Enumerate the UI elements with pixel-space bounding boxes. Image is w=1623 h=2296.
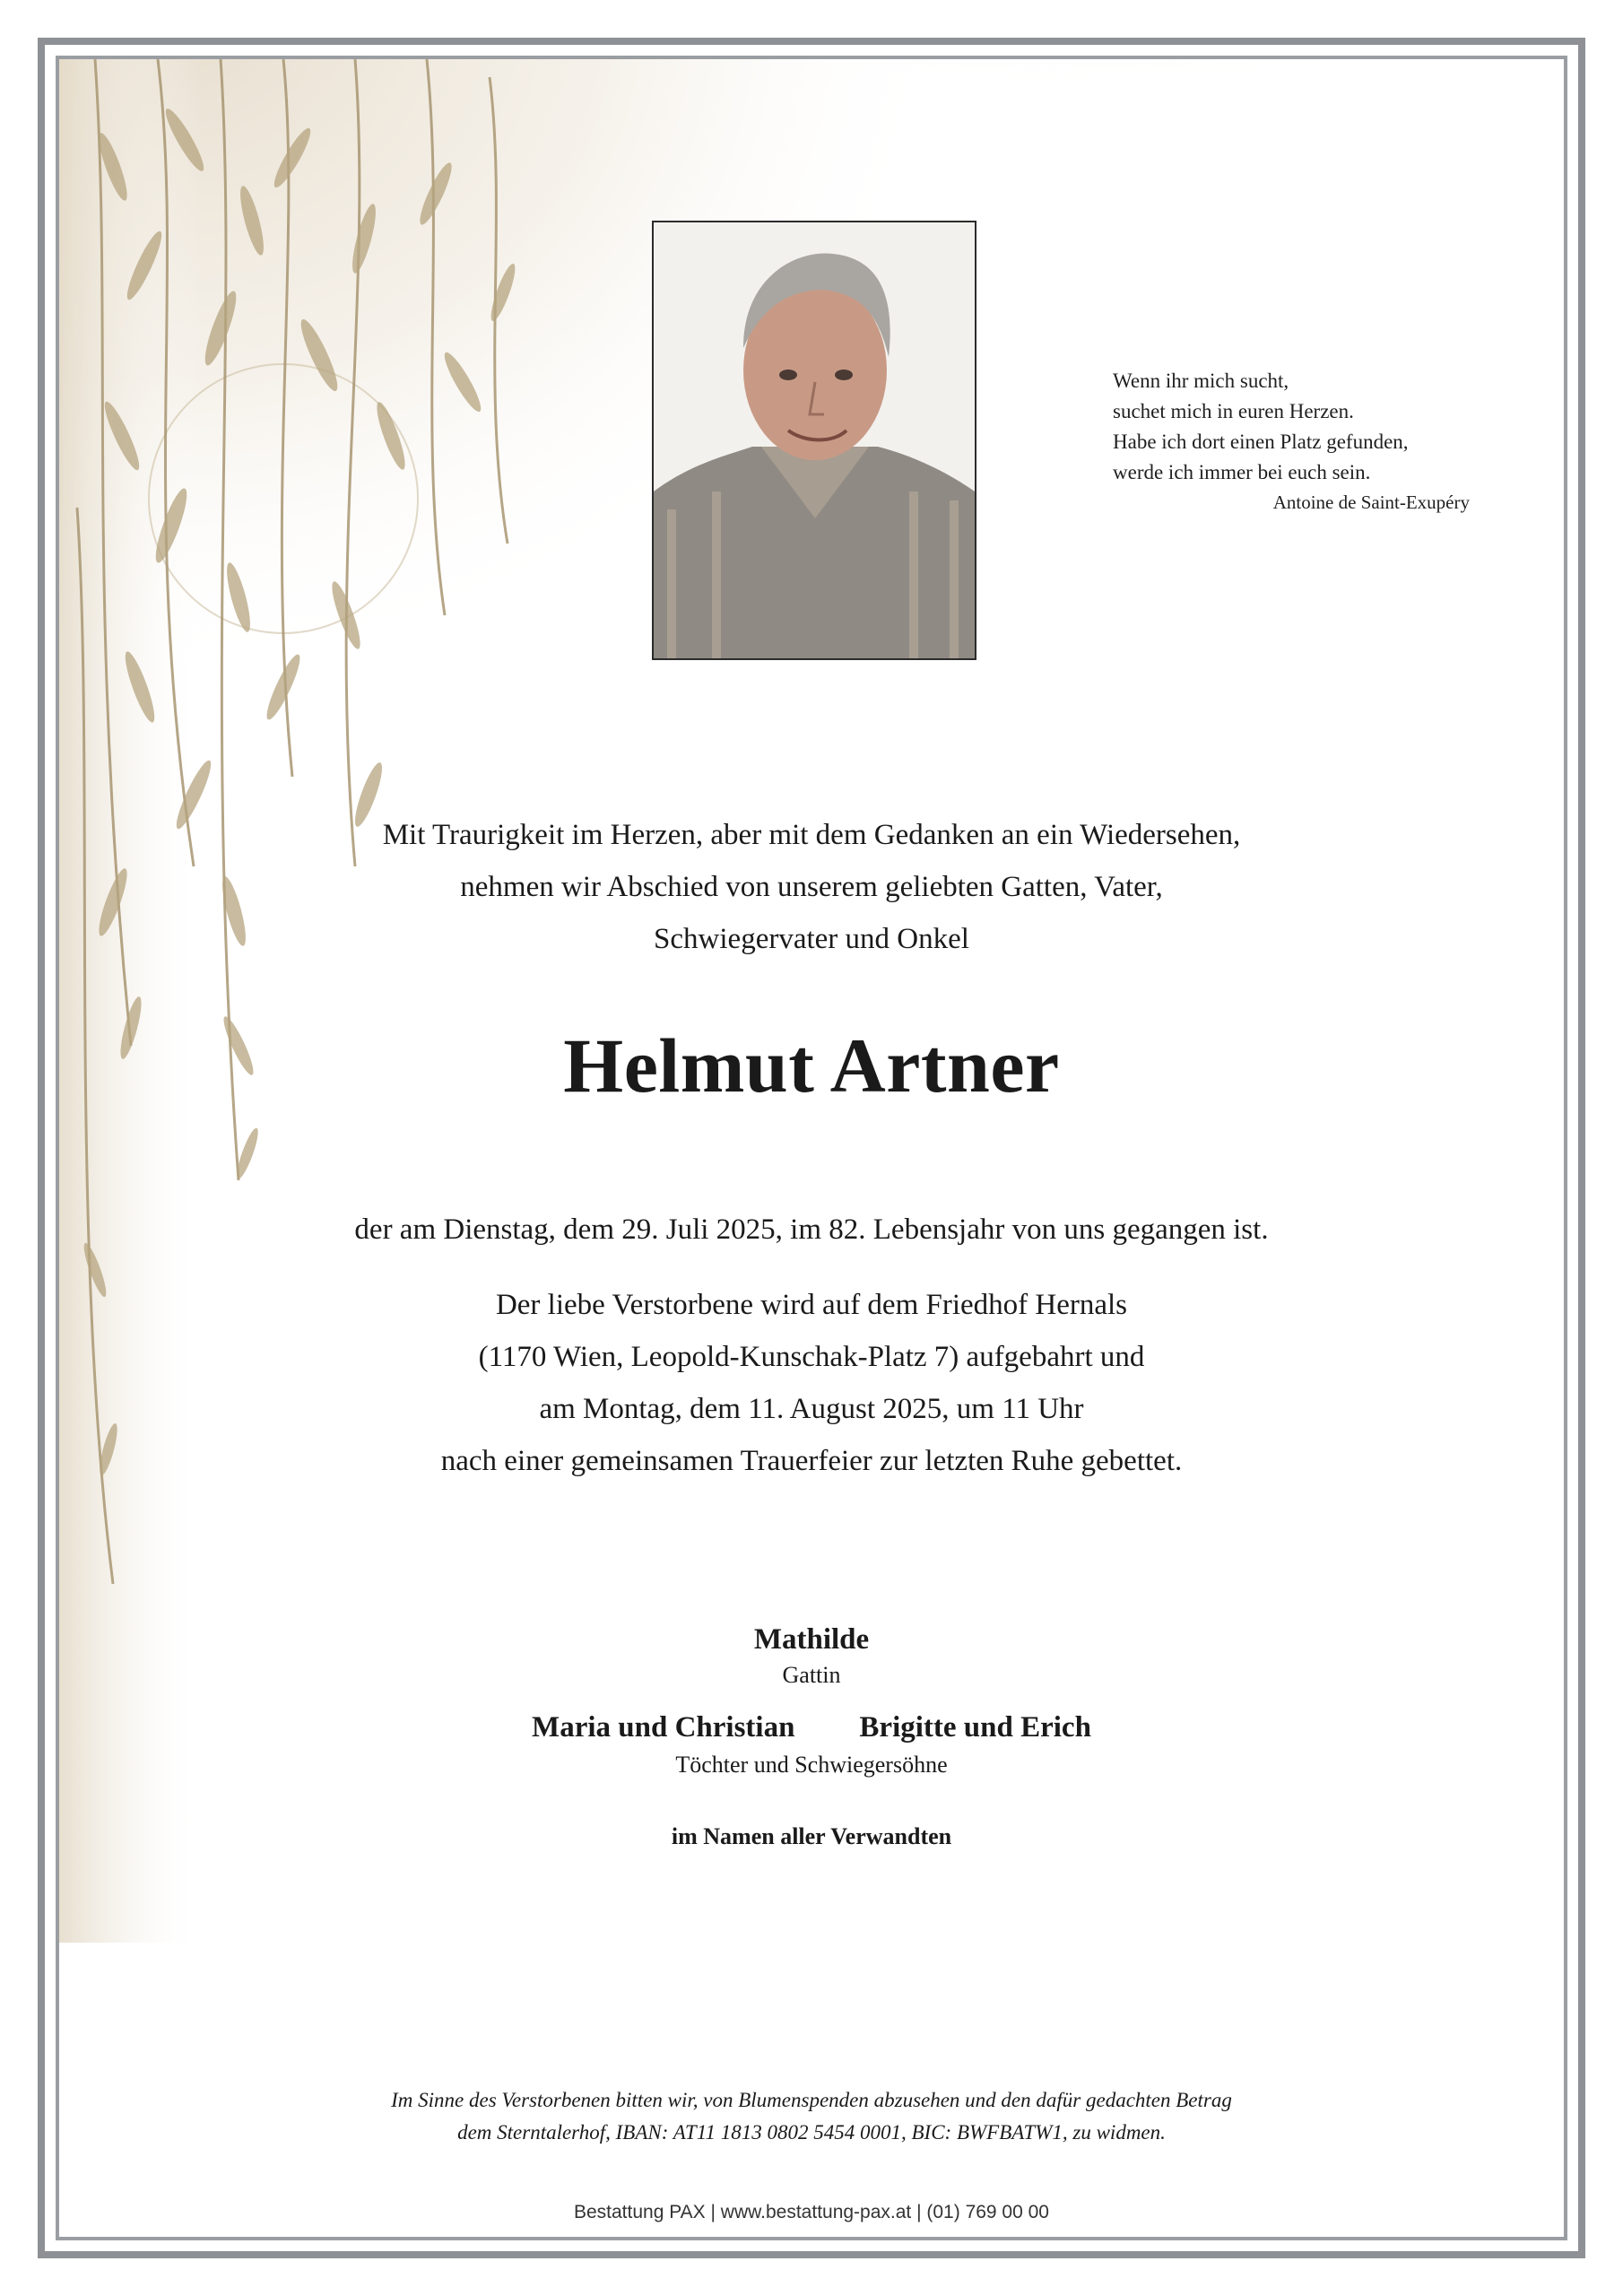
quote-line: Wenn ihr mich sucht, — [1113, 370, 1289, 392]
funeral-line: Der liebe Verstorbene wird auf dem Friedhof Hernals — [495, 1289, 1128, 1321]
donation-line: Im Sinne des Verstorbenen bitten wir, von Blumenspenden abzusehen und den dafür gedachten Betrag — [391, 2089, 1232, 2111]
death-notice: der am Dienstag, dem 29. Juli 2025, im 82. Lebensjahr von uns gegangen ist. — [354, 1213, 1269, 1246]
funeral-line: am Montag, dem 11. August 2025, um 11 Uhr — [539, 1393, 1084, 1425]
child-pair-name: Brigitte und Erich — [859, 1711, 1091, 1744]
child-pair-name: Maria und Christian — [532, 1711, 795, 1744]
quote-line: suchet mich in euren Herzen. — [1113, 400, 1354, 422]
intro-text — [0, 809, 1623, 965]
memorial-quote — [1113, 366, 1489, 517]
funeral-line: nach einer gemeinsamen Trauerfeier zur letzten Ruhe gebettet. — [440, 1445, 1183, 1477]
intro-line: nehmen wir Abschied von unserem geliebten Gatten, Vater, — [460, 871, 1163, 903]
donation-line: dem Sterntalerhof, IBAN: AT11 1813 0802 5454 0001, BIC: BWFBATW1, zu widmen. — [457, 2121, 1166, 2144]
children-role: Töchter und Schwiegersöhne — [675, 1752, 948, 1778]
intro-line: Schwiegervater und Onkel — [654, 923, 969, 955]
footer-contact: Bestattung PAX | www.bestattung-pax.at | (01) 769 00 00 — [573, 2202, 1049, 2222]
children-names — [0, 1708, 1623, 1747]
spouse-role: Gattin — [782, 1662, 841, 1688]
portrait-photo — [652, 221, 976, 660]
funeral-details — [0, 1279, 1623, 1487]
quote-line: werde ich immer bei euch sein. — [1113, 461, 1371, 483]
intro-line: Mit Traurigkeit im Herzen, aber mit dem Gedanken an ein Wiedersehen, — [382, 819, 1241, 851]
funeral-line: (1170 Wien, Leopold-Kunschak-Platz 7) aufgebahrt und — [478, 1341, 1145, 1373]
donation-note — [0, 2084, 1623, 2149]
spouse-name: Mathilde — [753, 1623, 870, 1656]
quote-author: Antoine de Saint-Exupéry — [1272, 491, 1470, 513]
portrait-illustration — [654, 222, 975, 658]
quote-line: Habe ich dort einen Platz gefunden, — [1113, 430, 1409, 453]
deceased-name: Helmut Artner — [563, 1022, 1060, 1109]
relatives-note: im Namen aller Verwandten — [671, 1823, 952, 1849]
